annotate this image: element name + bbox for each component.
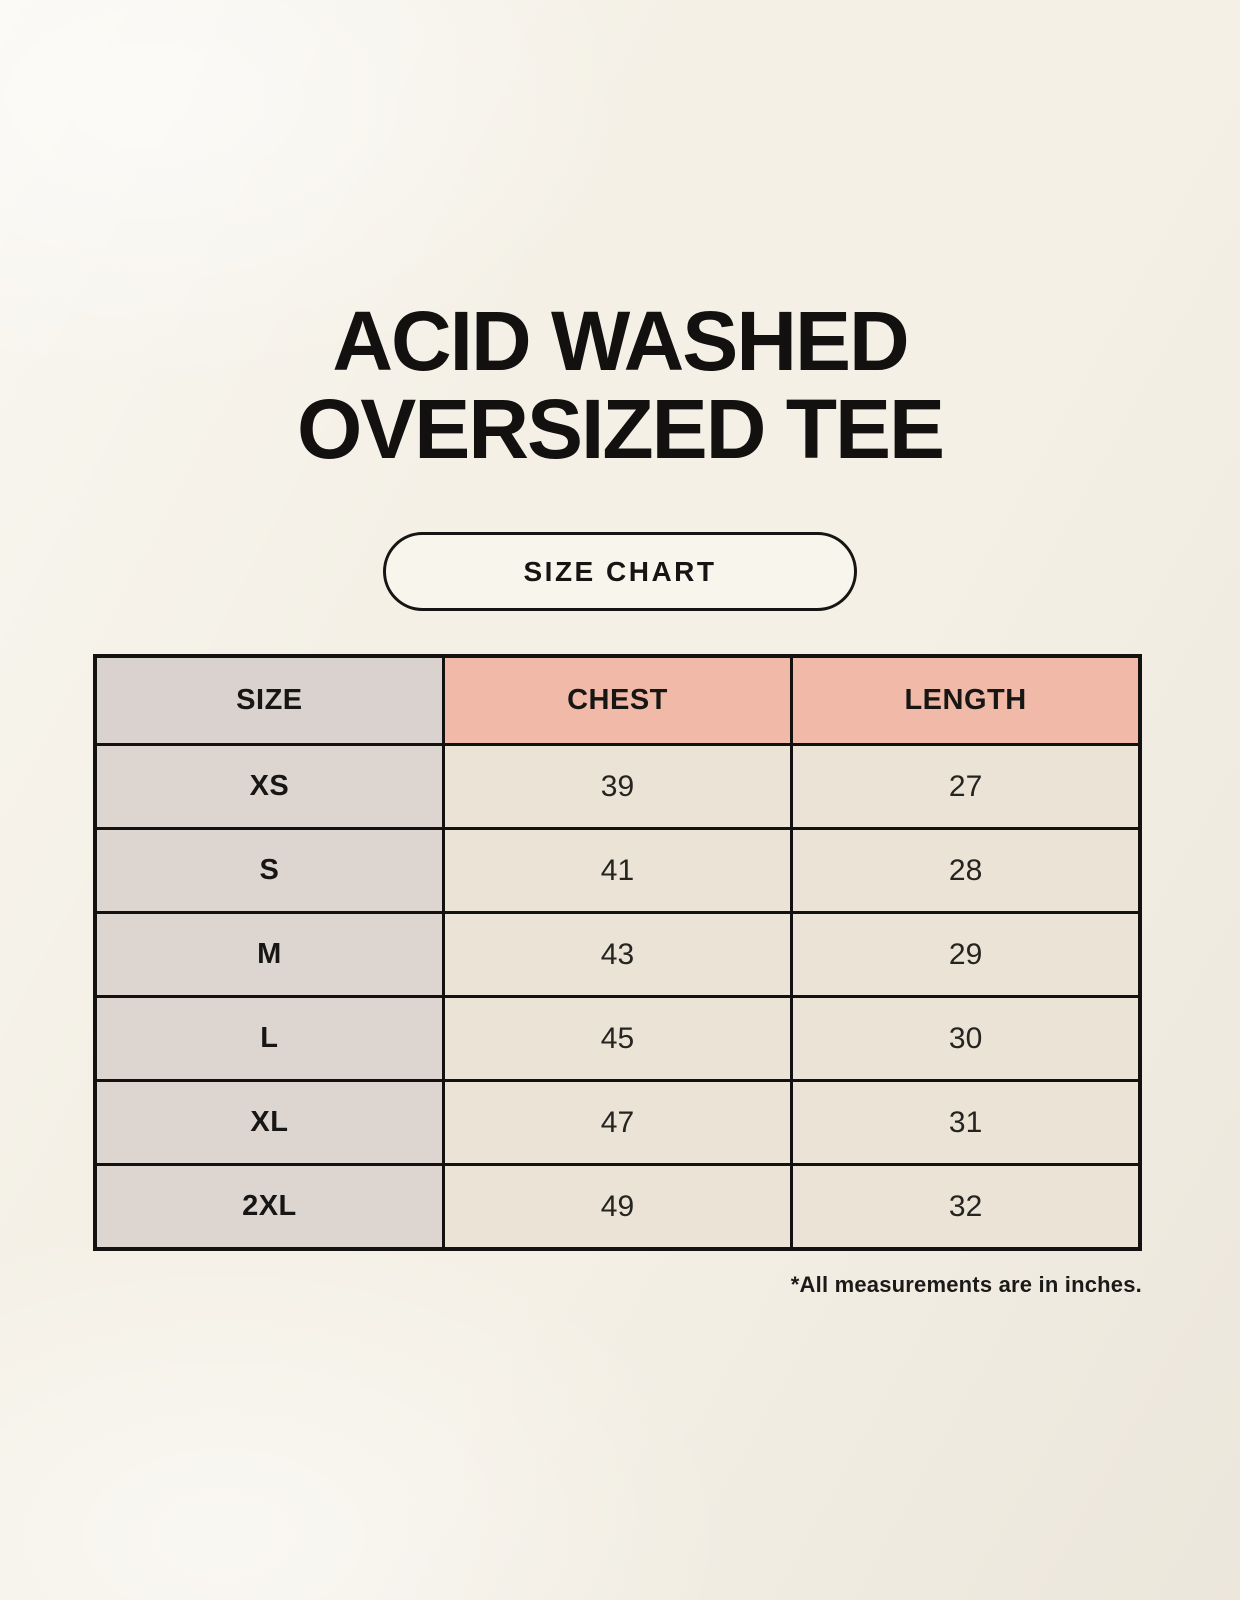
product-title-line2: OVERSIZED TEE	[296, 382, 944, 476]
measurements-footnote: *All measurements are in inches.	[790, 1272, 1142, 1297]
length-cell: 31	[792, 1081, 1140, 1165]
size-cell: L	[95, 997, 443, 1081]
size-chart-button-label: SIZE CHART	[523, 555, 717, 587]
table-row	[95, 913, 1140, 997]
chest-cell: 43	[443, 913, 791, 997]
product-title	[0, 294, 1240, 476]
table-row	[95, 1165, 1140, 1250]
length-cell: 28	[792, 829, 1140, 913]
chest-cell: 49	[443, 1165, 791, 1250]
length-cell: 30	[792, 997, 1140, 1081]
length-cell: 27	[792, 745, 1140, 829]
column-header-chest: CHEST	[443, 656, 791, 745]
size-chart-button[interactable]	[383, 532, 857, 611]
chest-cell: 39	[443, 745, 791, 829]
size-cell: 2XL	[95, 1165, 443, 1250]
chest-cell: 47	[443, 1081, 791, 1165]
table-row	[95, 1081, 1140, 1165]
size-cell: XL	[95, 1081, 443, 1165]
size-chart-table	[93, 654, 1142, 1251]
size-cell: S	[95, 829, 443, 913]
size-cell: XS	[95, 745, 443, 829]
table-row	[95, 745, 1140, 829]
product-title-line1: ACID WASHED	[332, 294, 908, 388]
column-header-size: SIZE	[95, 656, 443, 745]
column-header-length: LENGTH	[792, 656, 1140, 745]
chest-cell: 41	[443, 829, 791, 913]
size-cell: M	[95, 913, 443, 997]
chest-cell: 45	[443, 997, 791, 1081]
table-row	[95, 997, 1140, 1081]
size-chart-header-row	[95, 656, 1140, 745]
length-cell: 29	[792, 913, 1140, 997]
length-cell: 32	[792, 1165, 1140, 1250]
table-row	[95, 829, 1140, 913]
